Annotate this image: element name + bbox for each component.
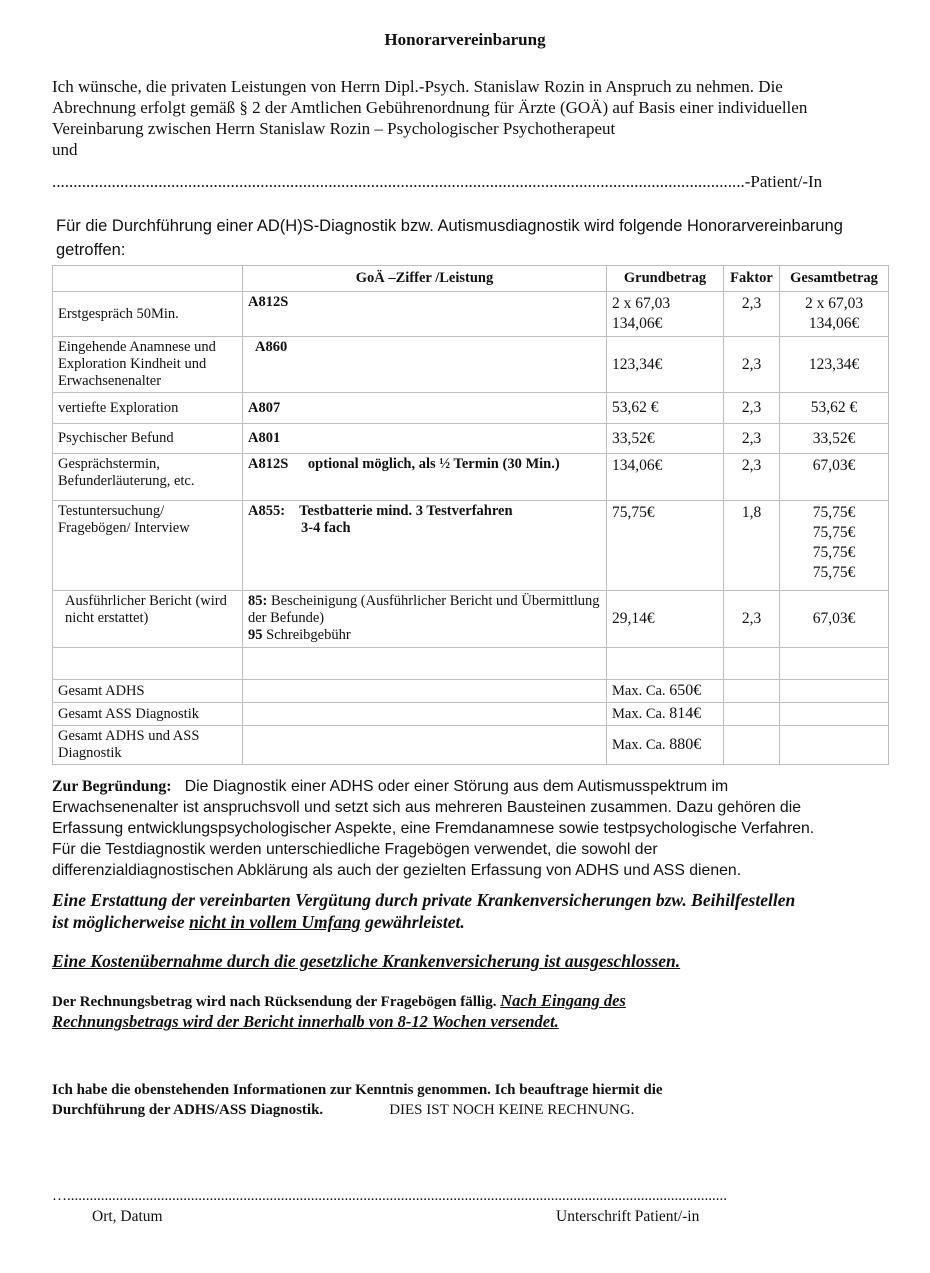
justification-line: differenzialdiagnostischen Abklärung als auch der gezielten Erfassung von ADHS und ASS dienen. <box>52 862 742 879</box>
code-cell: A801 <box>243 424 607 454</box>
base-cell: 33,52€ <box>607 424 724 454</box>
signature-line: …................................................................................................................................................................................ <box>52 1188 727 1204</box>
service-cell: Erstgespräch 50Min. <box>53 292 243 337</box>
base-value: 2 x 67,03 <box>612 295 671 312</box>
place-date-label: Ort, Datum <box>92 1208 163 1225</box>
sum-row <box>53 680 889 703</box>
warning-underlined: nicht in vollem Umfang <box>189 912 361 932</box>
factor-cell: 2,3 <box>724 424 780 454</box>
table-row <box>53 454 889 501</box>
table-row <box>53 501 889 591</box>
base-cell: 53,62 € <box>607 393 724 424</box>
code-value: 85: <box>248 593 268 609</box>
table-row <box>53 424 889 454</box>
sum-label: Gesamt ADHS <box>53 680 243 703</box>
total-cell: 53,62 € <box>780 393 889 424</box>
code-cell <box>243 501 607 591</box>
service-cell: Gesprächstermin, Befunderläuterung, etc. <box>53 454 243 501</box>
sum-prefix: Max. Ca. <box>612 737 666 753</box>
total-value: 75,75€ <box>812 504 856 521</box>
factor-cell: 1,8 <box>724 501 780 591</box>
total-cell: 67,03€ <box>780 454 889 501</box>
code-note: Testbatterie mind. 3 Testverfahren <box>299 503 513 519</box>
total-value: 75,75€ <box>812 544 856 561</box>
ack-line: Ich habe die obenstehenden Informationen zur Kenntnis genommen. Ich beauftrage hiermit die <box>52 1082 663 1098</box>
justification-line: Die Diagnostik einer ADHS oder einer Störung aus dem Autismusspektrum im <box>184 778 729 795</box>
not-invoice-notice: DIES IST NOCH KEINE RECHNUNG. <box>389 1102 635 1118</box>
base-cell <box>607 292 724 337</box>
total-cell: 33,52€ <box>780 424 889 454</box>
factor-cell: 2,3 <box>724 454 780 501</box>
factor-cell: 2,3 <box>724 591 780 648</box>
sum-label: Gesamt ADHS und ASS Diagnostik <box>53 726 243 765</box>
fee-table <box>52 265 889 765</box>
intro-line: Vereinbarung zwischen Herrn Stanislaw Rozin – Psychologischer Psychotherapeut <box>52 119 616 138</box>
factor-cell: 2,3 <box>724 393 780 424</box>
due-underlined: Nach Eingang des <box>500 991 626 1010</box>
header-total: Gesamtbetrag <box>780 266 889 292</box>
header-base: Grundbetrag <box>607 266 724 292</box>
table-header-row <box>53 266 889 292</box>
sum-value <box>607 680 724 703</box>
intro-line: Ich wünsche, die privaten Leistungen von Herrn Dipl.-Psych. Stanislaw Rozin in Anspruch zu nehmen. Die <box>52 77 783 96</box>
code-cell: A812S <box>243 292 607 337</box>
code-cell <box>243 591 607 648</box>
warning-text: gewährleistet. <box>365 912 465 932</box>
service-cell: Eingehende Anamnese und Exploration Kindheit und Erwachsenenalter <box>53 337 243 393</box>
total-cell <box>780 501 889 591</box>
table-row <box>53 337 889 393</box>
total-cell: 67,03€ <box>780 591 889 648</box>
sum-amount: 814€ <box>669 705 702 722</box>
table-row <box>53 591 889 648</box>
sum-amount: 880€ <box>669 736 702 753</box>
total-cell <box>780 292 889 337</box>
justification-paragraph <box>52 776 902 881</box>
base-cell: 75,75€ <box>607 501 724 591</box>
ack-line: Durchführung der ADHS/ASS Diagnostik. <box>52 1102 324 1118</box>
code-note: 3-4 fach <box>301 520 351 536</box>
table-row <box>53 393 889 424</box>
intro-line: und <box>52 140 78 159</box>
factor-cell: 2,3 <box>724 337 780 393</box>
total-value: 75,75€ <box>812 524 856 541</box>
code-note: optional möglich, als ½ Termin (30 Min.) <box>307 456 560 472</box>
justification-line: Für die Testdiagnostik werden unterschiedliche Fragebögen verwendet, die sowohl der <box>52 841 658 858</box>
reimbursement-warning <box>52 889 902 933</box>
header-code: GoÄ –Ziffer /Leistung <box>243 266 607 292</box>
sum-amount: 650€ <box>669 682 702 699</box>
patient-signature-label: Unterschrift Patient/-in <box>556 1208 700 1225</box>
base-cell: 134,06€ <box>607 454 724 501</box>
justification-line: Erfassung entwicklungspsychologischer Aspekte, eine Fremdanamnese sowie testpsychologische Verfahren. <box>52 820 815 837</box>
code-note: Bescheinigung (Ausführlicher Bericht und Übermittlung der Befunde) <box>248 593 600 626</box>
warning-line: Eine Erstattung der vereinbarten Vergütung durch private Krankenversicherungen bzw. Beihilfestellen <box>52 890 796 910</box>
code-cell <box>243 454 607 501</box>
total-value: 134,06€ <box>808 315 860 332</box>
due-underlined: Rechnungsbetrags wird der Bericht innerhalb von 8-12 Wochen versendet. <box>52 1012 559 1031</box>
sum-prefix: Max. Ca. <box>612 683 666 699</box>
sum-value <box>607 726 724 765</box>
service-cell: Ausführlicher Bericht (wird nicht erstattet) <box>53 591 243 648</box>
warning-text: ist möglicherweise <box>52 912 185 932</box>
diagnostics-intro: Für die Durchführung einer AD(H)S-Diagnostik bzw. Autismusdiagnostik wird folgende Honorarvereinbarung getroffen: <box>56 217 843 259</box>
sum-label: Gesamt ASS Diagnostik <box>53 703 243 726</box>
code-value: A855: <box>248 503 286 519</box>
service-cell: vertiefte Exploration <box>53 393 243 424</box>
factor-cell: 2,3 <box>724 292 780 337</box>
base-cell: 29,14€ <box>607 591 724 648</box>
intro-line: Abrechnung erfolgt gemäß § 2 der Amtlichen Gebührenordnung für Ärzte (GOÄ) auf Basis einer individuellen <box>52 98 808 117</box>
base-value: 134,06€ <box>612 315 663 332</box>
justification-label: Zur Begründung: <box>52 778 172 795</box>
payment-due-note <box>52 991 902 1031</box>
service-cell: Testuntersuchung/ Fragebögen/ Interview <box>53 501 243 591</box>
header-factor: Faktor <box>724 266 780 292</box>
sum-row <box>53 726 889 765</box>
base-cell: 123,34€ <box>607 337 724 393</box>
due-text: Der Rechnungsbetrag wird nach Rücksendung der Fragebögen fällig. <box>52 994 497 1010</box>
empty-row <box>53 648 889 680</box>
sum-prefix: Max. Ca. <box>612 706 666 722</box>
statutory-insurance-warning: Eine Kostenübernahme durch die gesetzliche Krankenversicherung ist ausgeschlossen. <box>52 951 681 971</box>
total-value: 75,75€ <box>812 564 856 581</box>
header-service <box>53 266 243 292</box>
code-cell: A860 <box>243 337 607 393</box>
total-cell: 123,34€ <box>780 337 889 393</box>
service-cell: Psychischer Befund <box>53 424 243 454</box>
acknowledgement <box>52 1080 902 1120</box>
intro-paragraph <box>52 76 892 160</box>
code-value: A812S <box>248 456 289 472</box>
patient-name-line: ...................................................................................................................................................................-Patient/-In <box>52 172 823 191</box>
code-note: Schreibgebühr <box>266 627 351 643</box>
sum-row <box>53 703 889 726</box>
sum-value <box>607 703 724 726</box>
document-title: Honorarvereinbarung <box>384 30 546 49</box>
code-value: 95 <box>248 627 263 643</box>
table-row <box>53 292 889 337</box>
code-cell: A807 <box>243 393 607 424</box>
total-value: 2 x 67,03 <box>804 295 864 312</box>
justification-line: Erwachsenenalter ist anspruchsvoll und setzt sich aus mehreren Bausteinen zusammen. Dazu gehören die <box>52 799 802 816</box>
